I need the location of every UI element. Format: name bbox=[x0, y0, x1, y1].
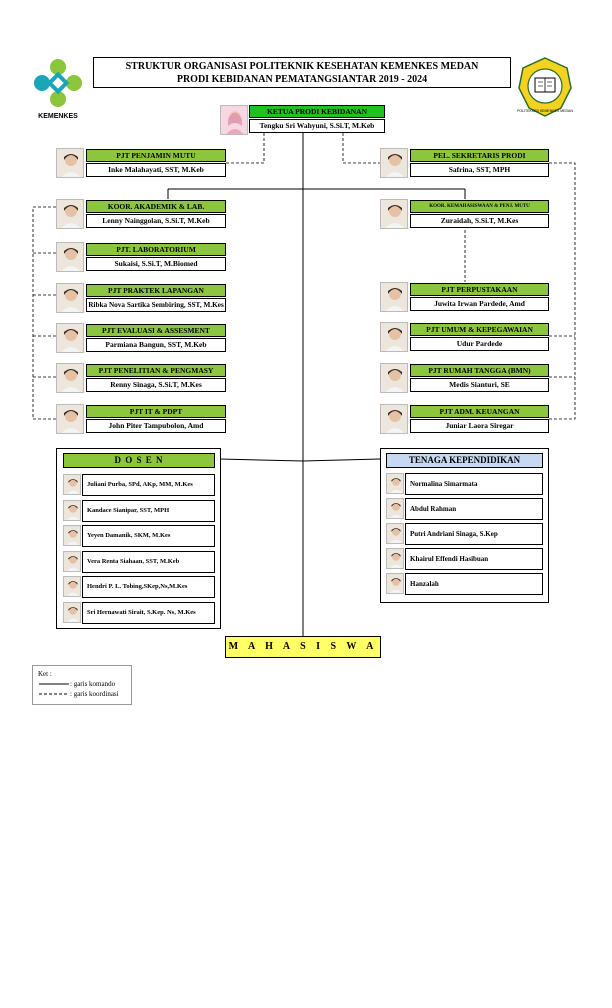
legend-dashed-label: : garis koordinasi bbox=[70, 690, 119, 698]
tendik-member bbox=[386, 473, 543, 495]
node-right-1 bbox=[380, 199, 549, 229]
chart-title bbox=[93, 57, 511, 88]
avatar bbox=[56, 363, 84, 393]
dosen-member-name: Hendri P. L. Tobing,SKep,Ns,M.Kes bbox=[82, 576, 215, 598]
node-left-5 bbox=[56, 363, 226, 393]
person-name: Tengku Sri Wahyuni, S.Si.T, M.Keb bbox=[249, 119, 385, 133]
dosen-member bbox=[63, 474, 215, 496]
kemenkes-logo bbox=[30, 55, 86, 125]
role-label: KOOR. AKADEMIK & LAB. bbox=[86, 200, 226, 213]
person-name: Medis Sianturi, SE bbox=[410, 378, 549, 392]
avatar bbox=[386, 573, 404, 594]
node-left-0 bbox=[56, 148, 226, 178]
role-label: PJT PENJAMIN MUTU bbox=[86, 149, 226, 162]
avatar bbox=[56, 323, 84, 353]
role-label: PJT. LABORATORIUM bbox=[86, 243, 226, 256]
node-left-6 bbox=[56, 404, 226, 434]
legend bbox=[32, 665, 132, 705]
person-name: Juwita Irwan Pardede, Amd bbox=[410, 297, 549, 311]
dosen-member-name: Sri Hernawati Sirait, S.Kep. Ns, M.Kes bbox=[82, 602, 215, 624]
avatar bbox=[380, 363, 408, 393]
kemenkes-flower-icon bbox=[30, 55, 86, 111]
person-name: Zuraidah, S.Si.T, M.Kes bbox=[410, 214, 549, 228]
dosen-member bbox=[63, 602, 215, 624]
avatar bbox=[63, 500, 81, 521]
avatar bbox=[380, 404, 408, 434]
node-right-0 bbox=[380, 148, 549, 178]
node-left-1 bbox=[56, 199, 226, 229]
dosen-member bbox=[63, 576, 215, 598]
person-name: Inke Malahayati, SST, M.Keb bbox=[86, 163, 226, 177]
legend-title: Ket : bbox=[38, 670, 52, 678]
tendik-group bbox=[380, 448, 549, 603]
node-right-3 bbox=[380, 322, 549, 352]
avatar bbox=[56, 148, 84, 178]
poltekkes-logo-text: POLITEKKES KEMENKES MEDAN bbox=[517, 109, 573, 113]
avatar bbox=[386, 523, 404, 544]
node-left-4 bbox=[56, 323, 226, 353]
avatar bbox=[380, 199, 408, 229]
avatar bbox=[63, 474, 81, 495]
role-label: KOOR. KEMAHASISWAAN & PENJ. MUTU bbox=[410, 200, 549, 213]
person-name: John Piter Tampubolon, Amd bbox=[86, 419, 226, 433]
avatar bbox=[220, 105, 248, 135]
node-left-3 bbox=[56, 283, 226, 313]
legend-solid-row bbox=[38, 679, 126, 689]
dosen-member bbox=[63, 500, 215, 522]
tendik-member bbox=[386, 498, 543, 520]
dosen-member-name: Kandace Sianipar, SST, MPH bbox=[82, 500, 215, 522]
role-label: PJT EVALUASI & ASSESMENT bbox=[86, 324, 226, 337]
legend-solid-label: : garis komando bbox=[70, 680, 116, 688]
solid-line-icon bbox=[38, 681, 70, 687]
role-label: PJT RUMAH TANGGA (BMN) bbox=[410, 364, 549, 377]
avatar bbox=[63, 551, 81, 572]
role-label: PEL. SEKRETARIS PRODI bbox=[410, 149, 549, 162]
tendik-title: TENAGA KEPENDIDIKAN bbox=[386, 453, 543, 468]
tendik-member bbox=[386, 548, 543, 570]
node-ketua-prodi bbox=[220, 105, 385, 135]
tendik-member-name: Putri Andriani Sinaga, S.Kep bbox=[405, 523, 543, 545]
node-left-2 bbox=[56, 242, 226, 272]
person-name: Parmiana Bangun, SST, M.Keb bbox=[86, 338, 226, 352]
title-line-2: PRODI KEBIDANAN PEMATANGSIANTAR 2019 - 2024 bbox=[176, 74, 428, 85]
tendik-member-name: Normalina Simarmata bbox=[405, 473, 543, 495]
dosen-member-name: Vera Renta Siahaan, SST, M.Keb bbox=[82, 551, 215, 573]
avatar bbox=[386, 473, 404, 494]
dosen-member-name: Yeyen Damanik, SKM, M.Kes bbox=[82, 525, 215, 547]
role-label: PJT PERPUSTAKAAN bbox=[410, 283, 549, 296]
node-right-4 bbox=[380, 363, 549, 393]
tendik-member bbox=[386, 573, 543, 595]
role-label: PJT ADM. KEUANGAN bbox=[410, 405, 549, 418]
tendik-member-name: Khairul Effendi Hasibuan bbox=[405, 548, 543, 570]
person-name: Juniar Laora Siregar bbox=[410, 419, 549, 433]
poltekkes-logo bbox=[517, 56, 573, 118]
person-name: Ribka Nova Sartika Sembiring, SST, M.Kes bbox=[86, 298, 226, 312]
avatar bbox=[380, 282, 408, 312]
avatar bbox=[56, 404, 84, 434]
role-label: PJT UMUM & KEPEGAWAIAN bbox=[410, 323, 549, 336]
title-line-1: STRUKTUR ORGANISASI POLITEKNIK KESEHATAN KEMENKES MEDAN bbox=[125, 61, 479, 72]
avatar bbox=[380, 322, 408, 352]
mahasiswa-box: M A H A S I S W A bbox=[225, 636, 381, 658]
dosen-member bbox=[63, 551, 215, 573]
role-label: PJT PENELITIAN & PENGMASY bbox=[86, 364, 226, 377]
person-name: Renny Sinaga, S.Si.T, M.Kes bbox=[86, 378, 226, 392]
avatar bbox=[386, 498, 404, 519]
avatar bbox=[380, 148, 408, 178]
tendik-member bbox=[386, 523, 543, 545]
avatar bbox=[63, 525, 81, 546]
avatar bbox=[56, 283, 84, 313]
dashed-line-icon bbox=[38, 691, 70, 697]
dosen-member bbox=[63, 525, 215, 547]
node-right-5 bbox=[380, 404, 549, 434]
legend-dashed-row bbox=[38, 689, 126, 699]
avatar bbox=[63, 602, 81, 623]
node-right-2 bbox=[380, 282, 549, 312]
dosen-member-name: Juliani Purba, SPd, AKp, MM, M.Kes bbox=[82, 474, 215, 496]
avatar bbox=[386, 548, 404, 569]
person-name: Safrina, SST, MPH bbox=[410, 163, 549, 177]
person-name: Udur Pardede bbox=[410, 337, 549, 351]
tendik-member-name: Hanzalah bbox=[405, 573, 543, 595]
avatar bbox=[56, 242, 84, 272]
person-name: Sukaisi, S.Si.T, M.Biomed bbox=[86, 257, 226, 271]
avatar bbox=[56, 199, 84, 229]
kemenkes-logo-text: KEMENKES bbox=[38, 113, 78, 120]
tendik-member-name: Abdul Rahman bbox=[405, 498, 543, 520]
role-label: KETUA PRODI KEBIDANAN bbox=[249, 105, 385, 118]
dosen-group bbox=[56, 448, 221, 629]
avatar bbox=[63, 576, 81, 597]
role-label: PJT PRAKTEK LAPANGAN bbox=[86, 284, 226, 297]
person-name: Lenny Nainggolan, S.Si.T, M.Keb bbox=[86, 214, 226, 228]
role-label: PJT IT & PDPT bbox=[86, 405, 226, 418]
dosen-title: D O S E N bbox=[63, 453, 215, 468]
